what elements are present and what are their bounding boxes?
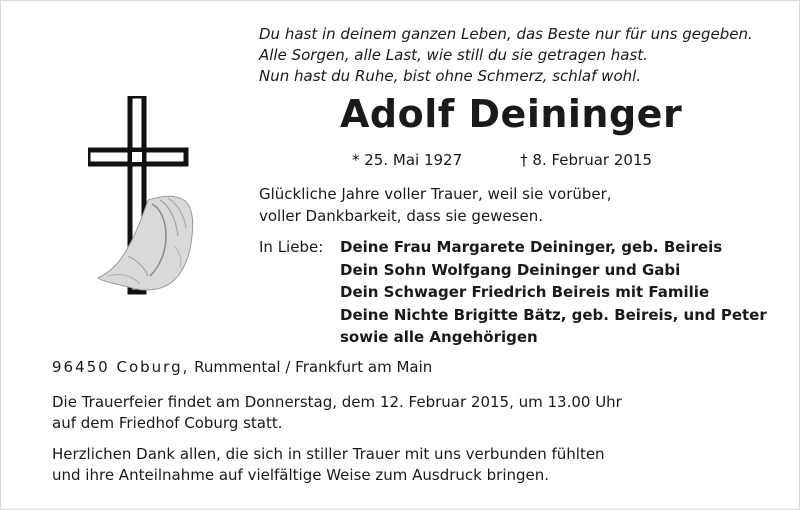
birth-date: * 25. Mai 1927 [352, 151, 463, 169]
poem-line: Du hast in deinem ganzen Leben, das Beste nur für uns gegeben. [259, 25, 753, 43]
place-line [52, 358, 432, 376]
in-love-label: In Liebe: [259, 238, 324, 256]
cross-with-hands-emblem [88, 96, 218, 296]
locations: Rummental / Frankfurt am Main [194, 358, 433, 376]
mourner: Dein Sohn Wolfgang Deininger und Gabi [340, 260, 681, 279]
deceased-name: Adolf Deininger [340, 92, 683, 136]
motto-line: voller Dankbarkeit, dass sie gewesen. [259, 207, 543, 225]
funeral-line: auf dem Friedhof Coburg statt. [52, 414, 283, 432]
funeral-line: Die Trauerfeier findet am Donnerstag, dem 12. Februar 2015, um 13.00 Uhr [52, 393, 622, 411]
mourner: Dein Schwager Friedrich Beireis mit Familie [340, 283, 710, 301]
life-dates [352, 151, 652, 169]
motto-line: Glückliche Jahre voller Trauer, weil sie vorüber, [259, 185, 612, 203]
zip-city: 96450 Coburg, [52, 358, 190, 376]
death-date: † 8. Februar 2015 [520, 151, 653, 169]
mourner: sowie alle Angehörigen [340, 328, 538, 346]
thanks-line: Herzlichen Dank allen, die sich in stiller Trauer mit uns verbunden fühlten [52, 445, 605, 463]
thanks-line: und ihre Anteilnahme auf vielfältige Weise zum Ausdruck bringen. [52, 466, 550, 484]
thanks-notice [52, 444, 605, 486]
praying-hands-icon [98, 196, 193, 290]
motto [259, 183, 779, 227]
poem [259, 24, 779, 87]
poem-line: Nun hast du Ruhe, bist ohne Schmerz, schlaf wohl. [259, 67, 642, 85]
mourners-list [340, 236, 767, 349]
mourner: Deine Nichte Brigitte Bätz, geb. Beireis, und Peter [340, 305, 767, 324]
poem-line: Alle Sorgen, alle Last, wie still du sie getragen hast. [259, 46, 648, 64]
mourner: Deine Frau Margarete Deininger, geb. Beireis [340, 238, 723, 256]
funeral-notice [52, 392, 622, 434]
